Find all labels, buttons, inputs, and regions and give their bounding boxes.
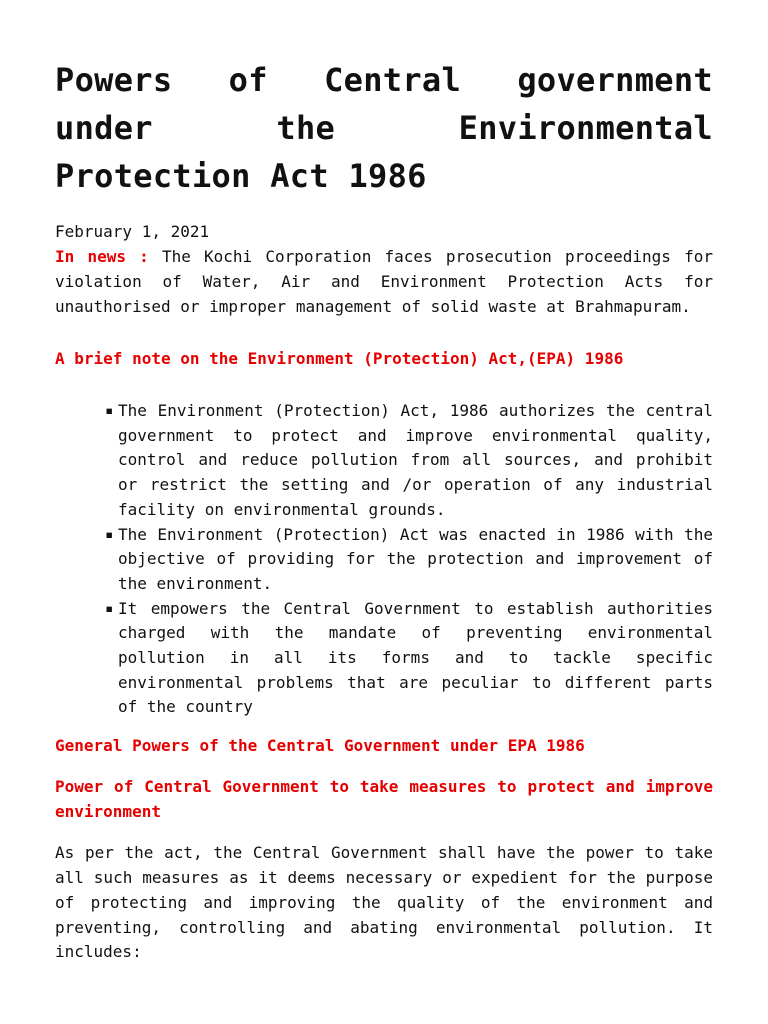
list-item	[105, 597, 713, 721]
in-news-paragraph	[55, 244, 713, 319]
publish-date: February 1, 2021	[55, 222, 210, 241]
act-measures-paragraph: As per the act, the Central Government shall have the power to take all such measures as it deems necessary or expedient for the purpose of protecting and improving the quality of the environment and preventing, controlling and abating environmental pollution. It includes:	[55, 843, 713, 962]
general-powers-heading: General Powers of the Central Government under EPA 1986	[55, 736, 585, 756]
square-bullet-icon: ▪	[105, 403, 114, 419]
list-item-text: It empowers the Central Government to establish authorities charged with the mandate of preventing environmental pollution in all its forms and to tackle specific environmental problems that are peculiar to different parts of the country	[118, 598, 713, 717]
square-bullet-icon: ▪	[105, 526, 114, 543]
list-item	[105, 523, 713, 597]
article-title: Powers of Central government under the Environmental Protection Act 1986	[55, 61, 713, 195]
epa-bullet-list	[55, 399, 713, 720]
article-page	[55, 0, 713, 965]
in-news-label: In news :	[55, 247, 149, 266]
power-measures-heading: Power of Central Government to take measures to protect and improve environment	[55, 777, 713, 822]
epa-brief-heading: A brief note on the Environment (Protection) Act,(EPA) 1986	[55, 349, 624, 368]
list-item-text: The Environment (Protection) Act was enacted in 1986 with the objective of providing for the protection and improvement of the environment.	[118, 524, 713, 593]
in-news-text: The Kochi Corporation faces prosecution proceedings for violation of Water, Air and Environment Protection Acts for unauthorised or improper management of solid waste at Brahmapuram.	[55, 247, 713, 316]
square-bullet-icon: ▪	[105, 600, 114, 617]
list-item	[105, 399, 713, 523]
list-item-text: The Environment (Protection) Act, 1986 authorizes the central government to protect and improve environmental quality, control and reduce pollution from all sources, and prohibit or restrict the setting and /or operation of any industrial facility on environmental grounds.	[118, 401, 713, 519]
